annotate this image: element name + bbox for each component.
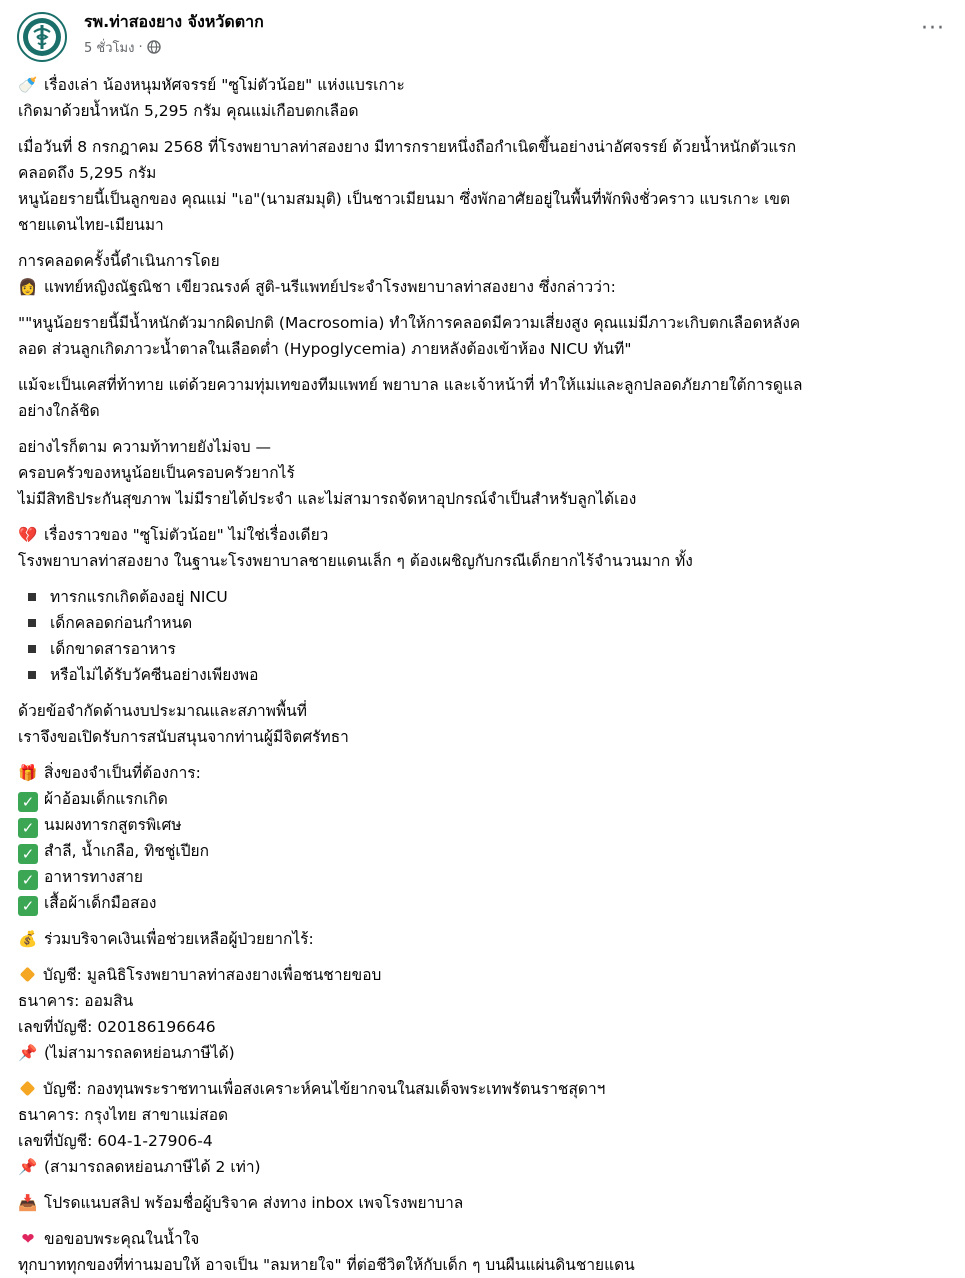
diamond-icon — [20, 1081, 36, 1097]
doctor-icon: 👩 — [18, 278, 38, 296]
text-line: ลอด ส่วนลูกเกิดภาวะน้ำตาลในเลือดต่ำ (Hypoglycemia) ภายหลังต้องเข้าห้อง NICU ทันที" — [18, 340, 632, 358]
text-line: เมื่อวันที่ 8 กรกฎาคม 2568 ที่โรงพยาบาลท่าสองยาง มีทารกรายหนึ่งถือกำเนิดขึ้นอย่างน่าอัศจรรย์ ด้วยน้ำหนักตัวแรก — [18, 138, 797, 156]
post-meta — [84, 38, 161, 56]
account-2-name — [18, 1076, 958, 1102]
list-item — [18, 610, 958, 636]
meta-separator: · — [138, 39, 143, 55]
text-line: อย่างใกล้ชิด — [18, 402, 100, 420]
list-item — [18, 812, 958, 838]
check-icon: ✓ — [18, 818, 38, 838]
account-2-note — [18, 1154, 958, 1180]
post-time[interactable]: 5 ชั่วโมง — [84, 40, 135, 56]
money-bag-icon: 💰 — [18, 930, 38, 948]
doctor-line — [18, 274, 958, 300]
text: ขอขอบพระคุณในน้ำใจ — [44, 1230, 200, 1248]
more-options-button[interactable]: ··· — [921, 16, 945, 41]
account-1-name — [18, 962, 958, 988]
donate-heading — [18, 926, 958, 952]
text-line: การคลอดครั้งนี้ดำเนินการโดย — [18, 252, 220, 270]
account-1-bank: ธนาคาร: ออมสิน — [18, 992, 134, 1010]
text-line: ชายแดนไทย-เมียนมา — [18, 216, 164, 234]
text-line: แม้จะเป็นเคสที่ท้าทาย แต่ด้วยความทุ่มเทของทีมแพทย์ พยาบาล และเจ้าหน้าที่ ทำให้แม่และลูกปลอดภัยภายใต้การดูแล — [18, 376, 803, 394]
bullet-icon — [28, 619, 36, 627]
check-icon: ✓ — [18, 844, 38, 864]
text: เรื่องราวของ "ซูโม่ตัวน้อย" ไม่ใช่เรื่องเดียว — [44, 526, 329, 544]
list-item — [18, 662, 958, 688]
text: หรือไม่ได้รับวัคซีนอย่างเพียงพอ — [50, 666, 259, 684]
check-icon: ✓ — [18, 896, 38, 916]
text-line: โรงพยาบาลท่าสองยาง ในฐานะโรงพยาบาลชายแดนเล็ก ๆ ต้องเผชิญกับกรณีเด็กยากไร้จำนวนมาก ทั้ง — [18, 552, 693, 570]
list-item — [18, 584, 958, 610]
text: (ไม่สามารถลดหย่อนภาษีได้) — [44, 1044, 235, 1062]
needs-heading — [18, 760, 958, 786]
text: นมผงทารกสูตรพิเศษ — [44, 816, 182, 834]
text: โปรดแนบสลิป พร้อมชื่อผู้บริจาค ส่งทาง inbox เพจโรงพยาบาล — [44, 1194, 464, 1212]
gift-icon: 🎁 — [18, 764, 38, 782]
text-line: ครอบครัวของหนูน้อยเป็นครอบครัวยากไร้ — [18, 464, 295, 482]
pushpin-icon: 📌 — [18, 1044, 38, 1062]
inbox-tray-icon: 📥 — [18, 1194, 38, 1212]
list-item — [18, 786, 958, 812]
text-line: ด้วยข้อจำกัดด้านงบประมาณและสภาพพื้นที่ — [18, 702, 307, 720]
account-1-number: เลขที่บัญชี: 020186196646 — [18, 1018, 216, 1036]
account-1-note — [18, 1040, 958, 1066]
hospital-logo-icon — [21, 16, 63, 58]
bullet-icon — [28, 671, 36, 679]
post-text — [18, 72, 958, 1278]
pushpin-icon: 📌 — [18, 1158, 38, 1176]
text: อาหารทางสาย — [44, 868, 143, 886]
list-item — [18, 838, 958, 864]
list-item — [18, 864, 958, 890]
check-icon: ✓ — [18, 792, 38, 812]
diamond-icon — [20, 967, 36, 983]
story-line — [18, 522, 958, 548]
list-item — [18, 890, 958, 916]
list-item — [18, 636, 958, 662]
text: ร่วมบริจาคเงินเพื่อช่วยเหลือผู้ป่วยยากไร้: — [44, 930, 314, 948]
thanks-line — [18, 1226, 958, 1252]
text-line: เราจึงขอเปิดรับการสนับสนุนจากท่านผู้มีจิตศรัทธา — [18, 728, 349, 746]
text-line: คลอดถึง 5,295 กรัม — [18, 164, 157, 182]
text-line: ไม่มีสิทธิประกันสุขภาพ ไม่มีรายได้ประจำ และไม่สามารถจัดหาอุปกรณ์จำเป็นสำหรับลูกได้เอง — [18, 490, 637, 508]
text-line: อย่างไรก็ตาม ความท้าทายยังไม่จบ — — [18, 438, 272, 456]
bullet-icon — [28, 645, 36, 653]
page-name[interactable]: รพ.ท่าสองยาง จังหวัดตาก — [84, 12, 264, 31]
text: แพทย์หญิงณัฐณิชา เขียวณรงค์ สูติ-นรีแพทย์ประจำโรงพยาบาลท่าสองยาง ซึ่งกล่าวว่า: — [44, 278, 616, 296]
broken-heart-icon: 💔 — [18, 526, 38, 544]
bullet-icon — [28, 593, 36, 601]
text-line: หนูน้อยรายนี้เป็นลูกของ คุณแม่ "เอ"(นามสมมุติ) เป็นชาวเมียนมา ซึ่งพักอาศัยอยู่ในพื้นที่พักพิงชั่วคราว แบรเกาะ เขต — [18, 190, 791, 208]
page-avatar[interactable] — [17, 12, 67, 62]
text: บัญชี: มูลนิธิโรงพยาบาลท่าสองยางเพื่อชนชายขอบ — [43, 966, 382, 984]
text: เรื่องเล่า น้องหนุมหัศจรรย์ "ซูโม่ตัวน้อย" แห่งแบรเกาะ — [44, 76, 405, 94]
text: สำลี, น้ำเกลือ, ทิชชู่เปียก — [44, 842, 210, 860]
baby-bottle-icon: 🍼 — [18, 76, 38, 94]
heart-icon: ❤ — [21, 1230, 35, 1248]
text: (สามารถลดหย่อนภาษีได้ 2 เท่า) — [44, 1158, 261, 1176]
text: เด็กคลอดก่อนกำหนด — [50, 614, 193, 632]
check-icon: ✓ — [18, 870, 38, 890]
text: สิ่งของจำเป็นที่ต้องการ: — [44, 764, 201, 782]
text-line: เกิดมาด้วยน้ำหนัก 5,295 กรัม คุณแม่เกือบตกเลือด — [18, 102, 359, 120]
text: บัญชี: กองทุนพระราชทานเพื่อสงเคราะห์คนไข้ยากจนในสมเด็จพระเทพรัตนราชสุดาฯ — [43, 1080, 606, 1098]
text-line: ทุกบาททุกของที่ท่านมอบให้ อาจเป็น "ลมหายใจ" ที่ต่อชีวิตให้กับเด็ก ๆ บนผืนแผ่นดินชายแดน — [18, 1256, 635, 1274]
text-line: ""หนูน้อยรายนี้มีน้ำหนักตัวมากผิดปกติ (Macrosomia) ทำให้การคลอดมีความเสี่ยงสูง คุณแม่มีภาวะเกิบตกเลือดหลังค — [18, 314, 801, 332]
post-header — [0, 0, 965, 70]
slip-line — [18, 1190, 958, 1216]
headline-line — [18, 72, 958, 98]
text: ทารกแรกเกิดต้องอยู่ NICU — [50, 588, 228, 606]
account-2-bank: ธนาคาร: กรุงไทย สาขาแม่สอด — [18, 1106, 229, 1124]
text: เสื้อผ้าเด็กมือสอง — [44, 894, 157, 912]
account-2-number: เลขที่บัญชี: 604-1-27906-4 — [18, 1132, 213, 1150]
globe-icon[interactable] — [147, 40, 161, 54]
text: เด็กขาดสารอาหาร — [50, 640, 176, 658]
text: ผ้าอ้อมเด็กแรกเกิด — [44, 790, 168, 808]
